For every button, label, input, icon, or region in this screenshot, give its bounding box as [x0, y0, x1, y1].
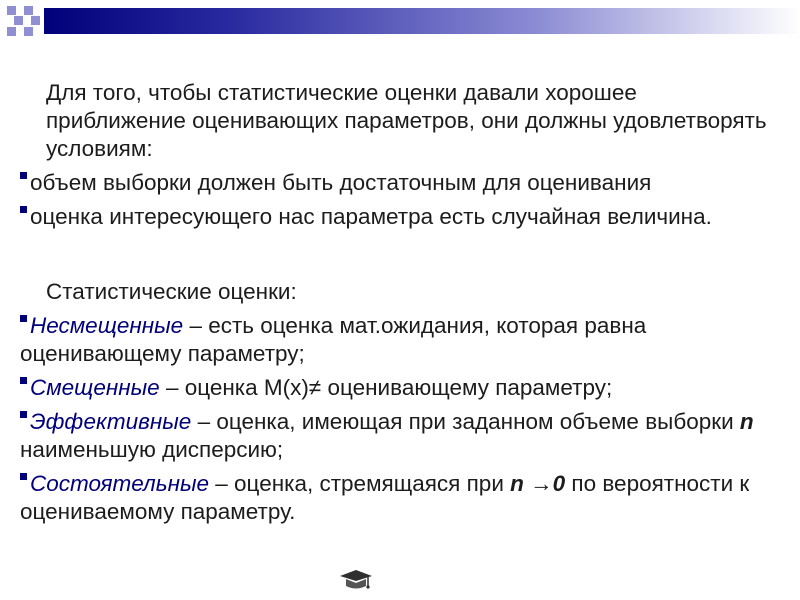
decor-square	[24, 6, 33, 15]
decor-square	[14, 16, 23, 25]
estimate-symbol: n →0	[510, 471, 566, 496]
estimate-item	[20, 408, 780, 464]
square-bullet-icon	[20, 473, 27, 480]
square-bullet-icon	[20, 172, 27, 179]
estimate-desc: по вероятности к оцениваемому параметру.	[20, 471, 750, 524]
estimate-term: Смещенные	[30, 375, 160, 400]
estimate-term: Несмещенные	[30, 313, 184, 338]
estimate-desc: – оценка, имеющая при заданном объеме выборки	[191, 409, 740, 434]
estimate-symbol: n	[739, 409, 754, 434]
square-bullet-icon	[20, 377, 27, 384]
estimate-desc: – оценка, стремящаяся при	[209, 471, 511, 496]
decor-square	[24, 27, 33, 36]
decor-square	[31, 16, 40, 25]
graduation-cap-icon	[338, 568, 374, 592]
title-decoration	[0, 0, 800, 34]
estimate-item	[20, 470, 780, 526]
condition-item	[20, 203, 780, 231]
estimate-desc: – есть оценка мат.ожидания, которая равна оценивающему параметру;	[20, 313, 647, 366]
estimate-item	[20, 374, 780, 402]
decor-square	[7, 6, 16, 15]
gradient-header-bar	[44, 8, 800, 34]
estimates-heading: Статистические оценки:	[46, 279, 297, 304]
estimate-term: Эффективные	[30, 409, 192, 434]
estimate-item	[20, 312, 780, 368]
square-bullet-icon	[20, 411, 27, 418]
estimate-term: Состоятельные	[30, 471, 210, 496]
slide-content	[20, 79, 780, 526]
estimate-desc: наименьшую дисперсию;	[20, 437, 284, 462]
decor-square	[7, 27, 16, 36]
square-bullet-icon	[20, 206, 27, 213]
intro-text: Для того, чтобы статистические оценки давали хорошее приближение оценивающих параметров, они должны удовлетворять условиям:	[46, 80, 767, 161]
condition-text: оценка интересующего нас параметра есть случайная величина.	[30, 204, 712, 229]
condition-item	[20, 169, 780, 197]
condition-text: объем выборки должен быть достаточным для оценивания	[30, 170, 652, 195]
square-bullet-icon	[20, 315, 27, 322]
estimate-desc: – оценка М(х)≠ оценивающему параметру;	[159, 375, 613, 400]
